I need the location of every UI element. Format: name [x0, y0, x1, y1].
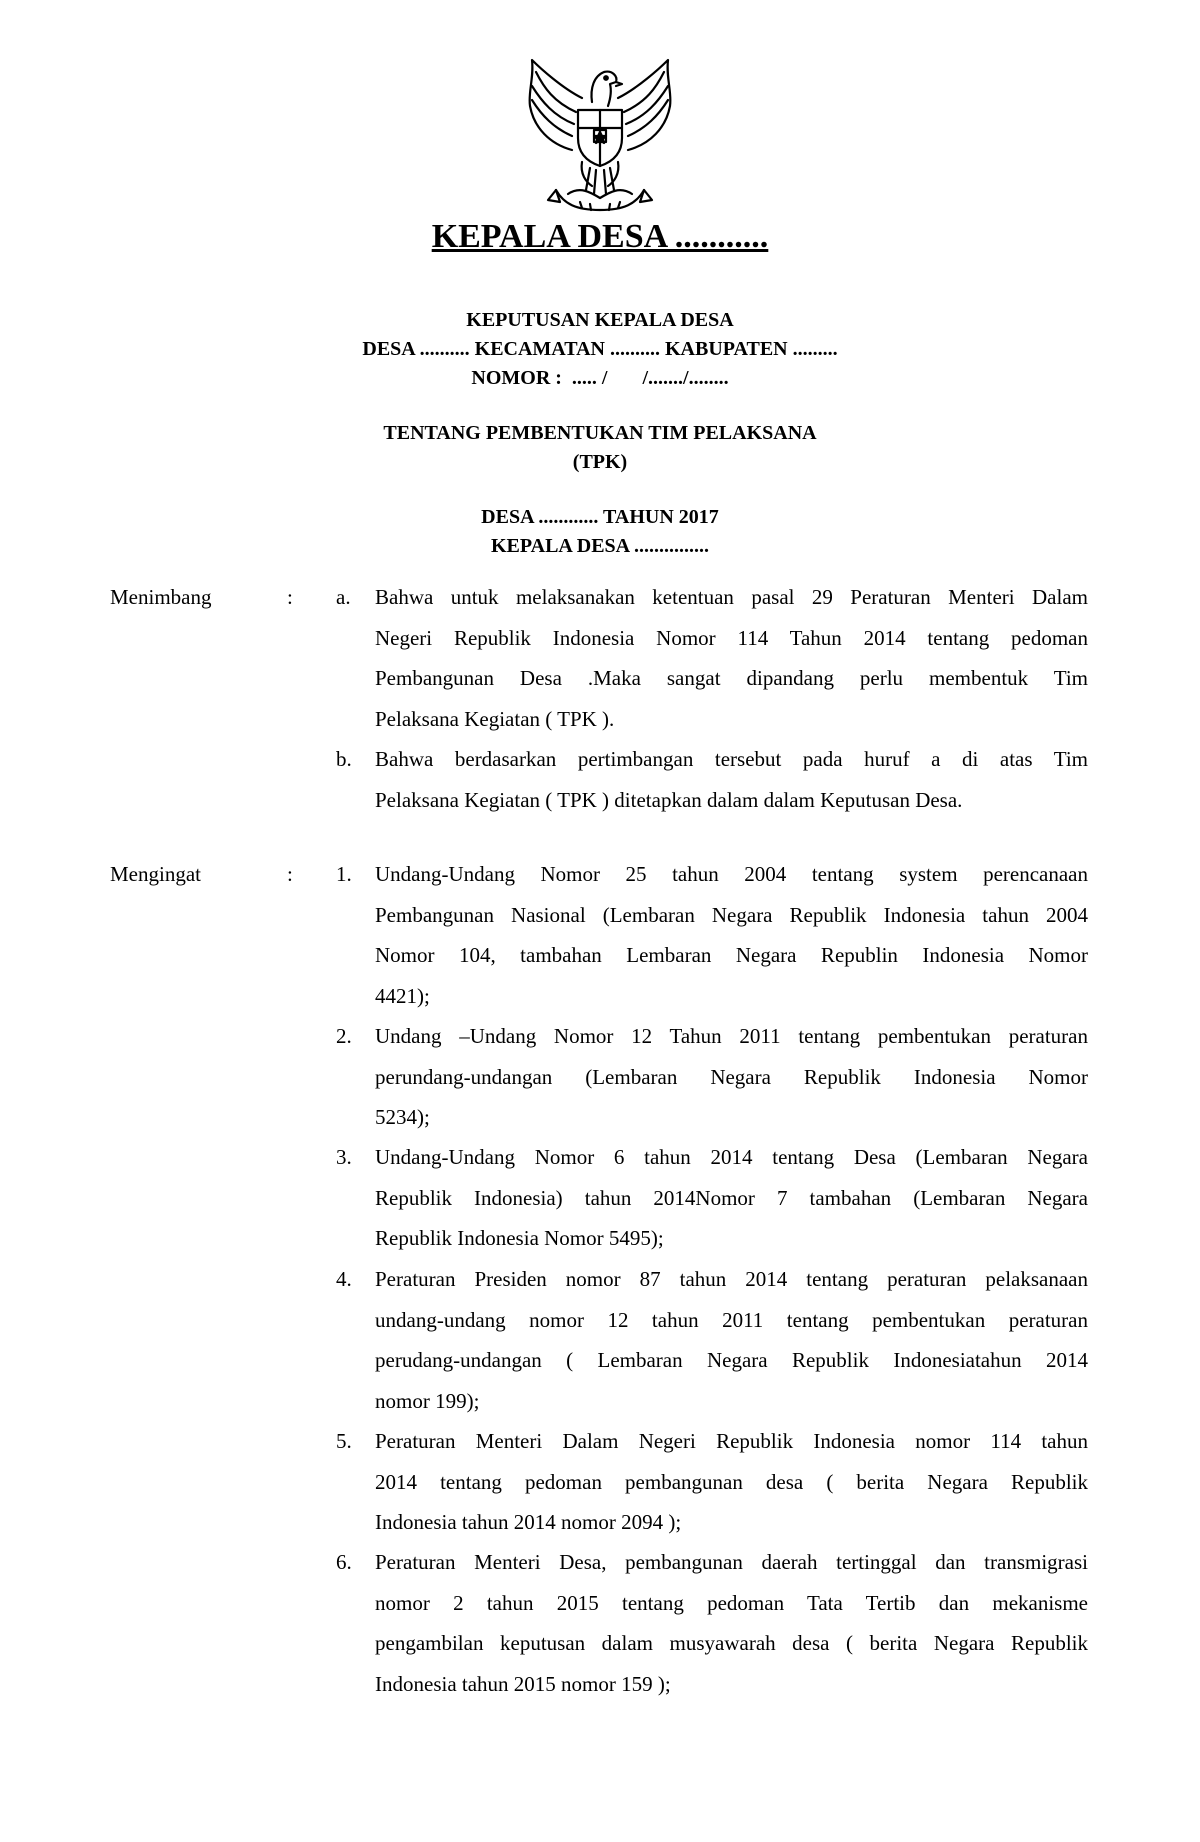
- decree-region: DESA .......... KECAMATAN .......... KABUPATEN .........: [362, 338, 838, 360]
- decree-subject: [0, 419, 1200, 477]
- mengingat-label: Mengingat: [110, 862, 201, 886]
- item-marker: a.: [336, 585, 351, 609]
- item-marker: b.: [336, 747, 352, 771]
- decree-heading: [0, 306, 1200, 393]
- item-text: Peraturan Menteri Desa, pembangunan daerah tertinggal dan transmigrasi nomor 2 tahun 2015 tentang pedoman Tata Tertib dan mekanisme pengambilan keputusan dalam musyawarah desa ( berita Negara Republik Indonesia tahun 2015 nomor 159 );: [375, 1550, 1088, 1696]
- item-text: Bahwa berdasarkan pertimbangan tersebut pada huruf a di atas Tim Pelaksana Kegiatan ( TPK ) ditetapkan dalam dalam Keputusan Desa.: [375, 747, 1088, 812]
- item-marker: 1.: [336, 862, 352, 886]
- decree-village-year: DESA ............ TAHUN 2017: [481, 506, 719, 528]
- item-text: Peraturan Menteri Dalam Negeri Republik Indonesia nomor 114 tahun 2014 tentang pedoman pembangunan desa ( berita Negara Republik Indonesia tahun 2014 nomor 2094 );: [375, 1429, 1088, 1534]
- item-text: Bahwa untuk melaksanakan ketentuan pasal 29 Peraturan Menteri Dalam Negeri Republik Indonesia Nomor 114 Tahun 2014 tentang pedoman Pembangunan Desa .Maka sangat dipandang perlu membentuk Tim Pelaksana Kegiatan ( TPK ).: [375, 585, 1088, 731]
- garuda-pancasila-emblem: [520, 58, 680, 218]
- item-text: Undang-Undang Nomor 25 tahun 2004 tentang system perencanaan Pembangunan Nasional (Lembaran Negara Republik Indonesia tahun 2004 Nomor 104, tambahan Lembaran Negara Republin Indonesia Nomor 4421);: [375, 862, 1088, 1008]
- item-marker: 6.: [336, 1550, 352, 1574]
- decree-subject-abbr: (TPK): [572, 451, 628, 473]
- decree-subject-line: TENTANG PEMBENTUKAN TIM PELAKSANA: [383, 422, 817, 444]
- item-marker: 5.: [336, 1429, 352, 1453]
- decree-number: NOMOR : ..... / /......./........: [471, 367, 729, 389]
- garuda-emblem-icon: [520, 58, 680, 218]
- item-marker: 2.: [336, 1024, 352, 1048]
- item-text: Undang-Undang Nomor 6 tahun 2014 tentang Desa (Lembaran Negara Republik Indonesia) tahun 2014Nomor 7 tambahan (Lembaran Negara Republik Indonesia Nomor 5495);: [375, 1145, 1088, 1250]
- issuer-title: KEPALA DESA ...........: [431, 218, 769, 255]
- decree-issuer-block: [0, 503, 1200, 561]
- mengingat-colon: :: [287, 862, 293, 886]
- menimbang-label: Menimbang: [110, 585, 212, 609]
- item-text: Undang –Undang Nomor 12 Tahun 2011 tentang pembentukan peraturan perundang-undangan (Lembaran Negara Republik Indonesia Nomor 5234);: [375, 1024, 1088, 1129]
- item-text: Peraturan Presiden nomor 87 tahun 2014 tentang peraturan pelaksanaan undang-undang nomor 12 tahun 2011 tentang pembentukan peraturan perudang-undangan ( Lembaran Negara Republik Indonesiatahun 2014 nomor 199);: [375, 1267, 1088, 1413]
- item-marker: 3.: [336, 1145, 352, 1169]
- menimbang-colon: :: [287, 585, 293, 609]
- decree-type: KEPUTUSAN KEPALA DESA: [466, 309, 734, 331]
- item-marker: 4.: [336, 1267, 352, 1291]
- decree-village-head: KEPALA DESA ...............: [491, 535, 709, 557]
